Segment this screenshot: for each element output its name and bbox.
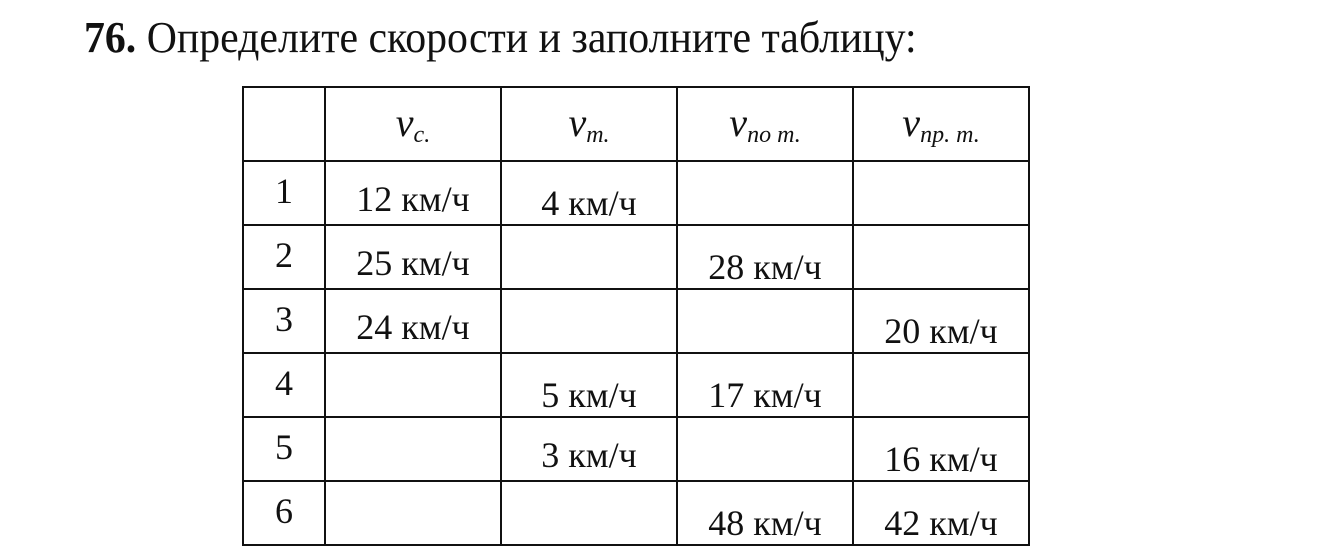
table-row [243,481,1029,545]
header-corner-cell [243,87,325,161]
table-cell: 28 км/ч [677,225,853,289]
table-row [243,161,1029,225]
row-index: 6 [243,481,325,545]
table-cell: 42 км/ч [853,481,1029,545]
table-row [243,225,1029,289]
problem-text: Определите скорости и заполните таблицу: [146,13,917,62]
table-cell [325,481,501,545]
table-cell [853,353,1029,417]
table-cell: 48 км/ч [677,481,853,545]
table-row [243,417,1029,481]
header-boat-speed: $v_{c.}$ [325,87,501,161]
table-cell: 3 км/ч [501,417,677,481]
table-cell: 4 км/ч [501,161,677,225]
table-cell: 25 км/ч [325,225,501,289]
table-cell: 24 км/ч [325,289,501,353]
table-row [243,289,1029,353]
row-index: 2 [243,225,325,289]
table-cell [501,289,677,353]
problem-title [84,8,917,68]
table-cell: 16 км/ч [853,417,1029,481]
speed-table [242,86,1030,546]
table-header-row [243,87,1029,161]
row-index: 5 [243,417,325,481]
header-current-speed: $v_{m.}$ [501,87,677,161]
header-upstream-speed: $v_{пр. т.}$ [853,87,1029,161]
table-cell [853,161,1029,225]
table-cell [325,353,501,417]
table-cell [853,225,1029,289]
table-cell: 5 км/ч [501,353,677,417]
table-cell: 12 км/ч [325,161,501,225]
row-index: 1 [243,161,325,225]
table-cell [325,417,501,481]
table-cell [677,417,853,481]
header-downstream-speed: $v_{по т.}$ [677,87,853,161]
table-cell [677,161,853,225]
table-row [243,353,1029,417]
table-cell: 17 км/ч [677,353,853,417]
row-index: 4 [243,353,325,417]
table-cell [501,481,677,545]
table-cell [501,225,677,289]
problem-number: 76. [84,13,137,62]
row-index: 3 [243,289,325,353]
table-cell: 20 км/ч [853,289,1029,353]
table-cell [677,289,853,353]
